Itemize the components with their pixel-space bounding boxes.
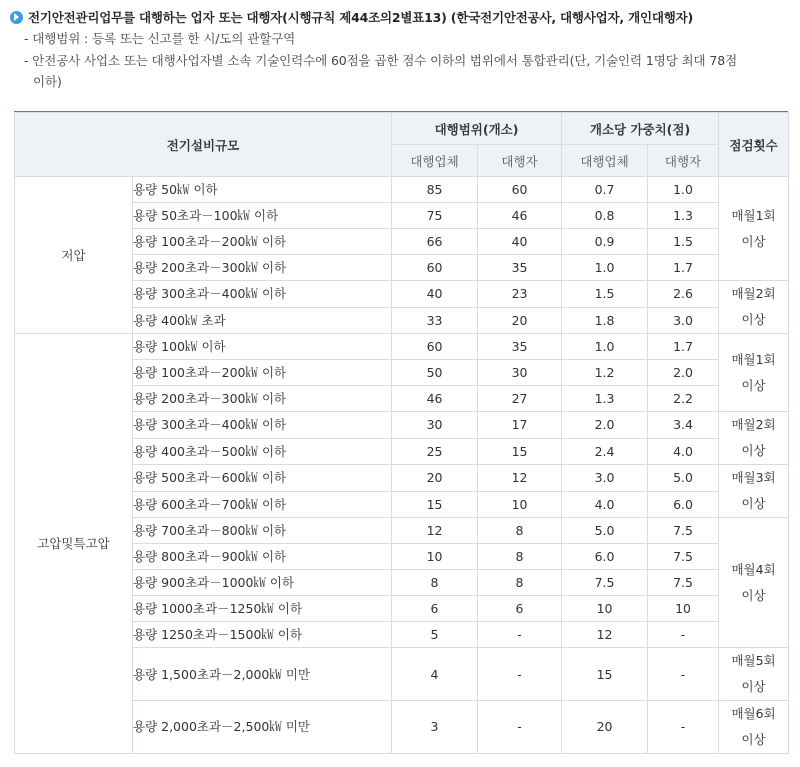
capacity-cell: 용량 1250초과－1500㎾ 이하 (133, 622, 392, 648)
header-weight-agent: 대행자 (648, 145, 719, 177)
capacity-cell: 용량 100㎾ 이하 (133, 334, 392, 360)
title-line (10, 6, 792, 28)
frequency-suffix: 이상 (741, 679, 766, 694)
scope-company-cell: 33 (392, 307, 478, 334)
frequency-cell (719, 412, 789, 465)
scope-company-cell: 12 (392, 518, 478, 544)
weight-agent-cell: - (648, 701, 719, 754)
frequency-label: 매월2회 (731, 417, 776, 432)
frequency-cell (719, 518, 789, 648)
frequency-label: 매월5회 (731, 653, 776, 668)
weight-company-cell: 1.8 (562, 307, 648, 334)
weight-agent-cell: 2.6 (648, 281, 719, 308)
scope-company-cell: 5 (392, 622, 478, 648)
frequency-suffix: 이상 (741, 587, 766, 603)
weight-agent-cell: 7.5 (648, 570, 719, 596)
scope-company-cell: 3 (392, 701, 478, 754)
weight-agent-cell: 1.7 (648, 255, 719, 281)
capacity-cell: 용량 500초과－600㎾ 이하 (133, 465, 392, 492)
capacity-cell: 용량 400초과－500㎾ 이하 (133, 438, 392, 465)
weight-agent-cell: 10 (648, 596, 719, 622)
weight-company-cell: 3.0 (562, 465, 648, 492)
capacity-cell: 용량 300초과－400㎾ 이하 (133, 281, 392, 308)
weight-company-cell: 2.0 (562, 412, 648, 439)
frequency-label: 매월2회 (731, 286, 776, 301)
scope-company-cell: 66 (392, 229, 478, 255)
weight-agent-cell: 1.0 (648, 177, 719, 203)
frequency-label: 매월6회 (731, 706, 776, 721)
scope-agent-cell: 27 (478, 386, 562, 412)
frequency-label: 매월1회 (731, 207, 776, 223)
weight-agent-cell: 7.5 (648, 544, 719, 570)
weight-company-cell: 7.5 (562, 570, 648, 596)
scope-agent-cell: 23 (478, 281, 562, 308)
capacity-cell: 용량 600초과－700㎾ 이하 (133, 491, 392, 518)
frequency-cell (719, 465, 789, 518)
note-scope: - 대행범위 : 등록 또는 신고를 한 시/도의 관할구역 (24, 31, 296, 46)
scope-company-cell: 50 (392, 360, 478, 386)
header-weight: 개소당 가중치(점) (562, 113, 719, 145)
weight-company-cell: 4.0 (562, 491, 648, 518)
scope-company-cell: 10 (392, 544, 478, 570)
weight-company-cell: 12 (562, 622, 648, 648)
weight-company-cell: 1.3 (562, 386, 648, 412)
scope-company-cell: 30 (392, 412, 478, 439)
weight-agent-cell: 1.3 (648, 203, 719, 229)
scope-company-cell: 25 (392, 438, 478, 465)
section-header (10, 6, 792, 93)
weight-agent-cell: 4.0 (648, 438, 719, 465)
weight-agent-cell: 7.5 (648, 518, 719, 544)
scope-agent-cell: 12 (478, 465, 562, 492)
weight-company-cell: 0.7 (562, 177, 648, 203)
group-low-voltage: 저압 (15, 177, 133, 334)
frequency-label: 매월4회 (731, 561, 776, 577)
weight-company-cell: 0.8 (562, 203, 648, 229)
capacity-cell: 용량 800초과－900㎾ 이하 (133, 544, 392, 570)
capacity-cell: 용량 50㎾ 이하 (133, 177, 392, 203)
weight-agent-cell: 3.4 (648, 412, 719, 439)
capacity-cell: 용량 1,500초과－2,000㎾ 미만 (133, 648, 392, 701)
capacity-cell: 용량 100초과－200㎾ 이하 (133, 229, 392, 255)
capacity-cell: 용량 400㎾ 초과 (133, 307, 392, 334)
scope-agent-cell: 30 (478, 360, 562, 386)
header-capacity: 전기설비규모 (15, 113, 392, 177)
weight-agent-cell: 1.5 (648, 229, 719, 255)
weight-agent-cell: 2.2 (648, 386, 719, 412)
arrow-bullet-icon (10, 11, 23, 24)
scope-agent-cell: 8 (478, 570, 562, 596)
weight-agent-cell: 6.0 (648, 491, 719, 518)
frequency-suffix: 이상 (741, 496, 766, 511)
scope-company-cell: 15 (392, 491, 478, 518)
note-management: - 안전공사 사업소 또는 대행사업자별 소속 기술인력수에 60점을 곱한 점수 이하의 범위에서 통합관리(단, 기술인력 1명당 최대 78점 (24, 53, 738, 68)
criteria-table (14, 112, 789, 754)
weight-agent-cell: - (648, 648, 719, 701)
frequency-label: 매월3회 (731, 470, 776, 485)
scope-agent-cell: - (478, 622, 562, 648)
scope-agent-cell: 10 (478, 491, 562, 518)
capacity-cell: 용량 2,000초과－2,500㎾ 미만 (133, 701, 392, 754)
scope-agent-cell: 35 (478, 255, 562, 281)
scope-agent-cell: 17 (478, 412, 562, 439)
weight-company-cell: 1.0 (562, 255, 648, 281)
scope-agent-cell: - (478, 701, 562, 754)
frequency-cell (719, 177, 789, 281)
capacity-cell: 용량 100초과－200㎾ 이하 (133, 360, 392, 386)
scope-company-cell: 8 (392, 570, 478, 596)
page-title: 전기안전관리업무를 대행하는 업자 또는 대행자(시행규칙 제44조의2별표13) (한국전기안전공사, 대행사업자, 개인대행자) (28, 10, 693, 25)
frequency-cell (719, 281, 789, 334)
scope-company-cell: 85 (392, 177, 478, 203)
capacity-cell: 용량 700초과－800㎾ 이하 (133, 518, 392, 544)
table-row (15, 334, 789, 360)
scope-agent-cell: 8 (478, 518, 562, 544)
frequency-cell (719, 701, 789, 754)
capacity-cell: 용량 200초과－300㎾ 이하 (133, 255, 392, 281)
weight-company-cell: 5.0 (562, 518, 648, 544)
scope-agent-cell: 15 (478, 438, 562, 465)
group-high-voltage: 고압및특고압 (15, 334, 133, 754)
capacity-cell: 용량 1000초과－1250㎾ 이하 (133, 596, 392, 622)
frequency-suffix: 이상 (741, 732, 766, 747)
frequency-suffix: 이상 (741, 233, 766, 249)
capacity-cell: 용량 50초과－100㎾ 이하 (133, 203, 392, 229)
header-scope: 대행범위(개소) (392, 113, 562, 145)
weight-company-cell: 1.5 (562, 281, 648, 308)
capacity-cell: 용량 300초과－400㎾ 이하 (133, 412, 392, 439)
weight-company-cell: 10 (562, 596, 648, 622)
weight-company-cell: 1.2 (562, 360, 648, 386)
scope-agent-cell: 6 (478, 596, 562, 622)
frequency-suffix: 이상 (741, 443, 766, 458)
frequency-cell (719, 334, 789, 412)
header-frequency: 점검횟수 (719, 113, 789, 177)
scope-company-cell: 75 (392, 203, 478, 229)
frequency-suffix: 이상 (741, 377, 766, 393)
weight-company-cell: 6.0 (562, 544, 648, 570)
weight-agent-cell: 2.0 (648, 360, 719, 386)
scope-company-cell: 60 (392, 255, 478, 281)
frequency-label: 매월1회 (731, 351, 776, 367)
header-scope-agent: 대행자 (478, 145, 562, 177)
scope-company-cell: 40 (392, 281, 478, 308)
weight-agent-cell: 3.0 (648, 307, 719, 334)
scope-company-cell: 20 (392, 465, 478, 492)
scope-agent-cell: 46 (478, 203, 562, 229)
frequency-suffix: 이상 (741, 312, 766, 327)
weight-company-cell: 15 (562, 648, 648, 701)
scope-company-cell: 4 (392, 648, 478, 701)
scope-company-cell: 6 (392, 596, 478, 622)
scope-agent-cell: 20 (478, 307, 562, 334)
weight-company-cell: 0.9 (562, 229, 648, 255)
scope-company-cell: 46 (392, 386, 478, 412)
scope-agent-cell: 35 (478, 334, 562, 360)
scope-agent-cell: - (478, 648, 562, 701)
table-row (15, 177, 789, 203)
note-management-continued: 이하) (33, 74, 62, 89)
header-weight-company: 대행업체 (562, 145, 648, 177)
scope-agent-cell: 40 (478, 229, 562, 255)
capacity-cell: 용량 200초과－300㎾ 이하 (133, 386, 392, 412)
scope-agent-cell: 8 (478, 544, 562, 570)
capacity-cell: 용량 900초과－1000㎾ 이하 (133, 570, 392, 596)
weight-company-cell: 1.0 (562, 334, 648, 360)
weight-agent-cell: - (648, 622, 719, 648)
weight-agent-cell: 5.0 (648, 465, 719, 492)
frequency-cell (719, 648, 789, 701)
scope-company-cell: 60 (392, 334, 478, 360)
weight-agent-cell: 1.7 (648, 334, 719, 360)
header-scope-company: 대행업체 (392, 145, 478, 177)
weight-company-cell: 20 (562, 701, 648, 754)
scope-agent-cell: 60 (478, 177, 562, 203)
weight-company-cell: 2.4 (562, 438, 648, 465)
